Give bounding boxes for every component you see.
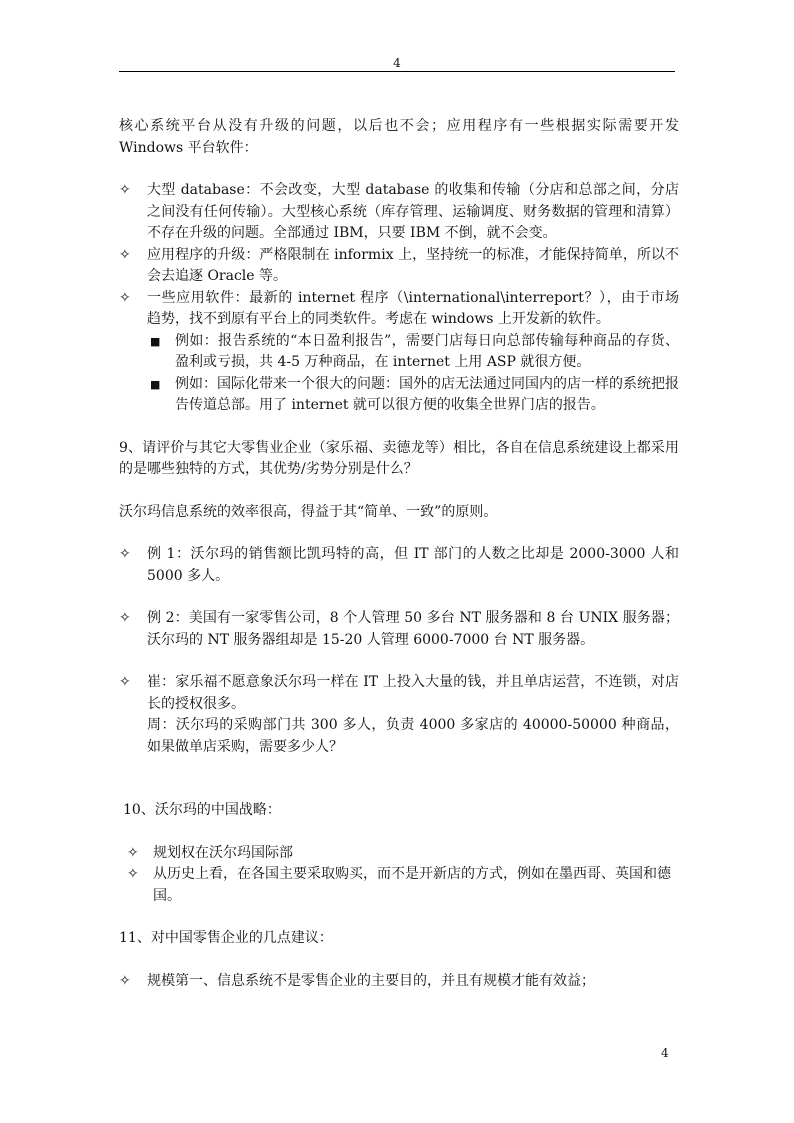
example-2-text: 例 2：美国有一家零售公司，8 个人管理 50 多台 NT 服务器和 8 台 UNIX 服务器；沃尔玛的 NT 服务器组却是 15-20 人管理 6000-7000 台 NT 服务器。 (147, 610, 679, 648)
question-11: 11、对中国零售企业的几点建议： (119, 930, 333, 946)
list-item-text: 一些应用软件：最新的 internet 程序（\international\interreport？），由于市场趋势，找不到原有平台上的同类软件。考虑在 windows 上开发新的软件。 (147, 289, 679, 327)
list-item-text: 从历史上看，在各国主要采取购买，而不是开新店的方式，例如在墨西哥、英国和德国。 (153, 866, 671, 904)
footer-page-number: 4 (661, 1046, 669, 1060)
list-item (119, 608, 679, 651)
sub-list-item (119, 374, 679, 417)
question-9: 9、请评价与其它大零售业企业（家乐福、卖德龙等）相比，各自在信息系统建设上都采用的是哪些独特的方式，其优势/劣势分别是什么？ (119, 439, 679, 477)
list-item (119, 245, 679, 288)
list-item-text: 大型 database：不会改变，大型 database 的收集和传输（分店和总部之间，分店之间没有任何传输）。大型核心系统（库存管理、运输调度、财务数据的管理和清算）不存在升级的问题。全部通过 IBM，只要 IBM 不倒，就不会变。 (147, 182, 679, 241)
diamond-bullet-icon: ✧ (127, 866, 139, 882)
diamond-bullet-icon: ✧ (119, 546, 131, 562)
sub-list-item-text: 例如：国际化带来一个很大的问题：国外的店无法通过同国内的店一样的系统把报告传道总部。用了 internet 就可以很方便的收集全世界门店的报告。 (175, 375, 679, 413)
zhou-comment-text: 周：沃尔玛的采购部门共 300 多人，负责 4000 多家店的 40000-50000 种商品，如果做单店采购，需要多少人？ (147, 717, 679, 755)
list-item (119, 288, 679, 331)
list-item (119, 180, 679, 245)
diamond-bullet-icon: ✧ (119, 972, 131, 989)
example-1-text: 例 1：沃尔玛的销售额比凯玛特的高，但 IT 部门的人数之比却是 2000-3000 人和 5000 多人。 (147, 546, 679, 584)
header-rule (119, 71, 675, 72)
list-item (119, 672, 679, 715)
diamond-bullet-icon: ✧ (119, 289, 131, 306)
diamond-bullet-icon: ✧ (119, 610, 131, 626)
list-item-text: 规划权在沃尔玛国际部 (153, 844, 293, 861)
square-bullet-icon: ■ (150, 334, 161, 348)
list-item (119, 971, 679, 993)
sub-list-item-text: 例如：报告系统的“本日盈利报告”，需要门店每日向总部传输每种商品的存货、盈利或亏损，共 4-5 万种商品，在 internet 上用 ASP 就很方便。 (175, 332, 679, 370)
list-item (119, 544, 679, 587)
document-body (119, 116, 679, 992)
square-bullet-icon: ■ (150, 377, 161, 391)
question-10: 10、沃尔玛的中国战略： (123, 802, 281, 818)
list-item (119, 843, 679, 865)
answer-9: 沃尔玛信息系统的效率很高，得益于其“简单、一致”的原则。 (119, 503, 498, 520)
list-item (119, 864, 679, 907)
list-item-text: 规模第一、信息系统不是零售企业的主要目的，并且有规模才能有效益； (147, 972, 595, 989)
diamond-bullet-icon: ✧ (119, 182, 131, 198)
diamond-bullet-icon: ✧ (127, 844, 139, 861)
sub-list-item (119, 331, 679, 374)
cui-comment-text: 崔：家乐福不愿意象沃尔玛一样在 IT 上投入大量的钱，并且单店运营，不连锁，对店长的授权很多。 (147, 674, 679, 712)
diamond-bullet-icon: ✧ (119, 246, 131, 263)
intro-paragraph: 核心系统平台从没有升级的问题，以后也不会；应用程序有一些根据实际需要开发 Windows 平台软件： (119, 118, 679, 156)
diamond-bullet-icon: ✧ (119, 674, 131, 690)
list-item-text: 应用程序的升级：严格限制在 informix 上，坚持统一的标准，才能保持简单，所以不会去追逐 Oracle 等。 (147, 246, 679, 284)
header-page-number: 4 (393, 56, 401, 70)
